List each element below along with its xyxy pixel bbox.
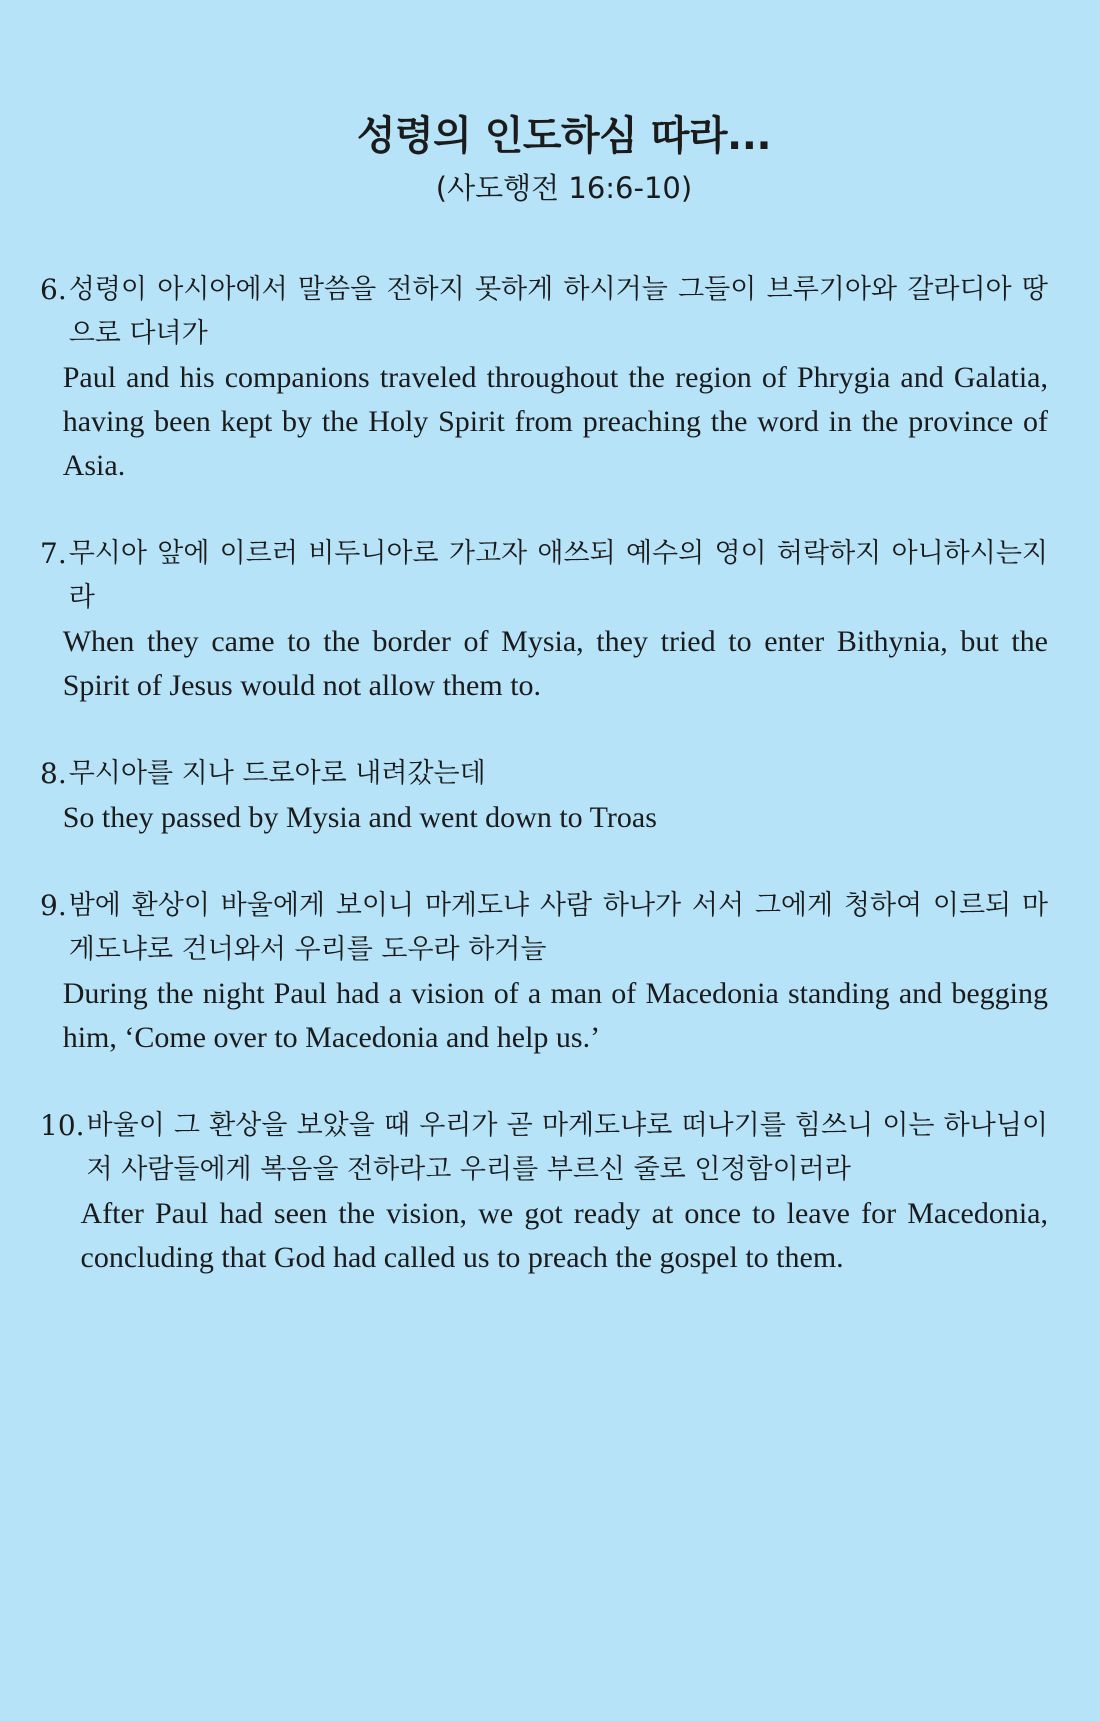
verse-english-text: When they came to the border of Mysia, they tried to enter Bithynia, but the Spirit of Jesus would not allow them to. [62,625,1048,702]
verse-body [62,884,1048,1060]
verse-korean-text: 밤에 환상이 바울에게 보이니 마게도냐 사람 하나가 서서 그에게 청하여 이르되 마게도냐로 건너와서 우리를 도우라 하거늘 [68,890,1048,965]
verse-6 [40,268,1048,488]
verse-korean-text: 무시아를 지나 드로아로 내려갔는데 [68,758,486,789]
verse-english-text: So they passed by Mysia and went down to Troas [62,801,657,834]
verse-number: 10. [40,1109,85,1142]
scripture-reference: (사도행전 16:6-10) [435,171,693,205]
verse-number: 6. [40,273,67,306]
verse-body [80,1104,1048,1280]
verse-number: 7. [40,537,67,570]
verse-number: 8. [40,757,67,790]
verse-english-text: After Paul had seen the vision, we got ready at once to leave for Macedonia, concluding that God had called us to preach the gospel to them. [80,1197,1048,1274]
verse-10 [40,1104,1048,1280]
verse-korean-text: 바울이 그 환상을 보았을 때 우리가 곧 마게도냐로 떠나기를 힘쓰니 이는 하나님이 저 사람들에게 복음을 전하라고 우리를 부르신 줄로 인정함이러라 [86,1110,1048,1185]
verse-korean-text: 무시아 앞에 이르러 비두니아로 가고자 애쓰되 예수의 영이 허락하지 아니하시는지라 [68,538,1048,613]
page-title: 성령의 인도하심 따라... [356,113,772,159]
verse-english-text: Paul and his companions traveled throughout the region of Phrygia and Galatia, having been kept by the Holy Spirit from preaching the word in the province of Asia. [62,361,1048,482]
verse-list [40,268,1048,1280]
verse-body [62,752,1048,840]
verse-9 [40,884,1048,1060]
verse-8 [40,752,1048,840]
header [80,108,1048,208]
verse-body [62,532,1048,708]
verse-7 [40,532,1048,708]
verse-number: 9. [40,889,67,922]
verse-korean-text: 성령이 아시아에서 말씀을 전하지 못하게 하시거늘 그들이 브루기아와 갈라디아 땅으로 다녀가 [68,274,1048,349]
verse-english-text: During the night Paul had a vision of a man of Macedonia standing and begging him, ‘Come over to Macedonia and help us.’ [62,977,1048,1054]
verse-body [62,268,1048,488]
